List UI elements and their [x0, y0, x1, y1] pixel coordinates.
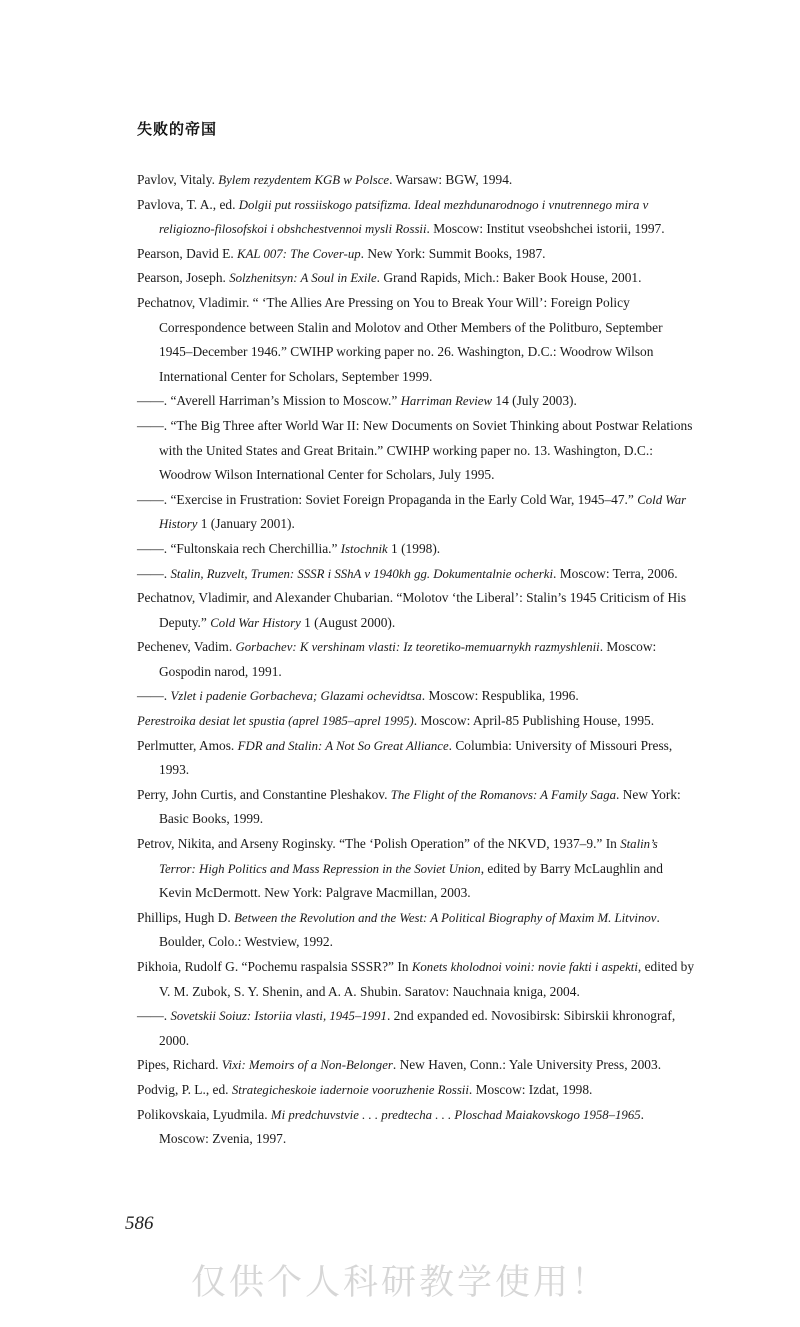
entry-text: , edited by V. M. Zubok, S. Y. Shenin, and A. A. Shubin. Saratov: Nauchnaia kniga, 2004.	[159, 959, 695, 999]
entry-text: Pearson, David E.	[137, 245, 238, 261]
entry-text: ——. “Exercise in Frustration: Soviet Foreign Propaganda in the Early Cold War, 1945–47.”	[137, 491, 638, 507]
bibliography-entry	[137, 635, 697, 684]
bibliography-entry	[137, 266, 697, 291]
entry-text: . Grand Rapids, Mich.: Baker Book House, 2001.	[376, 270, 642, 286]
entry-text: . New York: Basic Books, 1999.	[159, 786, 681, 827]
entry-title-italic: Dolgii put rossiiskogo patsifizma. Ideal mezhdunarodnogo i vnutrennego mira v religiozno-filosofskoi i obshchestvennoi mysli Rossii	[159, 197, 649, 237]
entry-text: ——. “The Big Three after World War II: New Documents on Soviet Thinking about Postwar Relations with the United States and Great Britain.” CWIHP working paper no. 13. Washington, D.C.: Woodrow Wilson International Center for Scholars, July 1995.	[137, 417, 693, 483]
entry-title-italic: Vixi: Memoirs of a Non-Belonger	[221, 1058, 393, 1073]
entry-text: Podvig, P. L., ed.	[137, 1081, 232, 1097]
entry-text: 1 (August 2000).	[300, 614, 396, 630]
bibliography-entry	[137, 291, 697, 389]
entry-text: Pechatnov, Vladimir. “ ‘The Allies Are Pressing on You to Break Your Will’: Foreign Policy Correspondence between Stalin and Molotov and Other Members of the Politburo, September 1945–December 1946.” CWIHP working paper no. 26. Washington, D.C.: Woodrow Wilson International Center for Scholars, September 1999.	[137, 294, 663, 384]
entry-text: ——. “Averell Harriman’s Mission to Moscow.”	[137, 393, 401, 409]
entry-text: . Moscow: April-85 Publishing House, 1995.	[413, 713, 655, 729]
entry-title-italic: KAL 007: The Cover-up	[237, 246, 361, 261]
entry-text: . Moscow: Zvenia, 1997.	[159, 1106, 644, 1147]
entry-title-italic: FDR and Stalin: A Not So Great Alliance	[237, 738, 449, 753]
entry-text: Perry, John Curtis, and Constantine Pleshakov.	[137, 786, 391, 802]
bibliography-entry	[137, 1004, 697, 1053]
bibliography-entry	[137, 955, 697, 1004]
entry-text: Polikovskaia, Lyudmila.	[137, 1106, 271, 1122]
entry-text: . Moscow: Institut vseobshchei istorii, 1997.	[426, 221, 665, 237]
bibliography-entry	[137, 1103, 697, 1152]
running-head: 失败的帝国	[137, 120, 218, 138]
entry-title-italic: Bylem rezydentem KGB w Polsce	[218, 173, 390, 187]
watermark: 仅供个人科研教学使用！	[190, 1263, 609, 1303]
bibliography-entry	[137, 242, 697, 267]
entry-text: Pearson, Joseph.	[137, 270, 230, 286]
bibliography-entry	[137, 488, 697, 537]
bibliography-entry	[137, 562, 697, 587]
entry-text: . New York: Summit Books, 1987.	[360, 245, 546, 261]
entry-text: . Moscow: Gospodin narod, 1991.	[159, 639, 657, 679]
entry-title-italic: Strategicheskoie iadernoie vooruzhenie Rossii	[231, 1082, 469, 1097]
entry-text: Pavlov, Vitaly.	[137, 172, 219, 187]
entry-text: 1 (January 2001).	[197, 516, 295, 532]
entry-text: Petrov, Nikita, and Arseny Roginsky. “The ‘Polish Operation” of the NKVD, 1937–9.” In	[137, 836, 621, 852]
entry-text: . Moscow: Terra, 2006.	[553, 565, 678, 581]
entry-title-italic: Istochnik	[340, 541, 388, 556]
entry-text: Pikhoia, Rudolf G. “Pochemu raspalsia SSSR?” In	[137, 959, 412, 974]
entry-title-italic: Cold War History	[210, 615, 301, 630]
entry-text: Perlmutter, Amos.	[137, 737, 238, 753]
entry-text: . 2nd expanded ed. Novosibirsk: Sibirskii khronograf, 2000.	[159, 1008, 676, 1048]
bibliography-entry	[137, 709, 697, 734]
entry-text: ——.	[137, 688, 171, 704]
entry-text: Pavlova, T. A., ed.	[137, 196, 239, 212]
bibliography-entry	[137, 193, 697, 242]
entry-text: Pechatnov, Vladimir, and Alexander Chubarian. “Molotov ‘the Liberal’: Stalin’s 1945 Criticism of His Deputy.”	[137, 590, 687, 630]
bibliography-entry	[137, 537, 697, 562]
bibliography-entry	[137, 1078, 697, 1103]
entry-title-italic: Sovetskii Soiuz: Istoriia vlasti, 1945–1991	[170, 1009, 387, 1024]
entry-text: Pechenev, Vadim.	[137, 639, 236, 655]
bibliography-list	[137, 168, 697, 1152]
entry-text: 14 (July 2003).	[492, 393, 577, 409]
entry-title-italic: Stalin, Ruzvelt, Trumen: SSSR i SShA v 1940kh gg. Dokumentalnie ocherki	[170, 566, 554, 581]
entry-text: . Warsaw: BGW, 1994.	[389, 172, 513, 187]
entry-text: 1 (1998).	[387, 540, 441, 556]
entry-title-italic: Gorbachev: K vershinam vlasti: Iz teoretiko-memuarnykh razmyshlenii	[235, 640, 600, 655]
entry-title-italic: The Flight of the Romanovs: A Family Saga	[390, 787, 617, 802]
page-number: 586	[125, 1213, 154, 1234]
bibliography-entry	[137, 684, 697, 709]
entry-text: Phillips, Hugh D.	[137, 909, 235, 925]
entry-title-italic: Konets kholodnoi voini: novie fakti i aspekti	[411, 960, 638, 974]
entry-text: . Columbia: University of Missouri Press, 1993.	[159, 737, 673, 778]
entry-text: . Boulder, Colo.: Westview, 1992.	[159, 909, 660, 950]
entry-text: ——. “Fultonskaia rech Cherchillia.”	[137, 540, 341, 556]
entry-text: Pipes, Richard.	[137, 1057, 222, 1073]
bibliography-entry	[137, 783, 697, 832]
entry-title-italic: Stalin’s Terror: High Politics and Mass Repression in the Soviet Union	[159, 837, 658, 876]
bibliography-entry	[137, 734, 697, 783]
entry-text: . Moscow: Respublika, 1996.	[421, 688, 579, 704]
entry-title-italic: Mi predchuvstvie . . . predtecha . . . Ploschad Maiakovskogo 1958–1965	[270, 1107, 641, 1122]
bibliography-entry	[137, 832, 697, 906]
bibliography-entry	[137, 586, 697, 635]
entry-title-italic: Vzlet i padenie Gorbacheva; Glazami ochevidtsa	[170, 689, 422, 704]
entry-text: ——.	[137, 565, 171, 581]
bibliography-entry	[137, 1053, 697, 1078]
bibliography-entry	[137, 389, 697, 414]
entry-title-italic: Solzhenitsyn: A Soul in Exile	[229, 271, 377, 286]
entry-title-italic: Cold War History	[159, 492, 687, 532]
bibliography-entry	[137, 906, 697, 955]
entry-title-italic: Perestroika desiat let spustia (aprel 1985–aprel 1995)	[137, 714, 414, 729]
entry-text: . Moscow: Izdat, 1998.	[468, 1081, 593, 1097]
entry-title-italic: Harriman Review	[400, 394, 493, 409]
entry-title-italic: Between the Revolution and the West: A Political Biography of Maxim M. Litvinov	[234, 910, 657, 925]
entry-text: ——.	[137, 1008, 171, 1024]
entry-text: , edited by Barry McLaughlin and Kevin McDermott. New York: Palgrave Macmillan, 2003.	[159, 860, 663, 901]
bibliography-entry	[137, 168, 697, 193]
bibliography-entry	[137, 414, 697, 488]
entry-text: . New Haven, Conn.: Yale University Press, 2003.	[392, 1057, 662, 1073]
